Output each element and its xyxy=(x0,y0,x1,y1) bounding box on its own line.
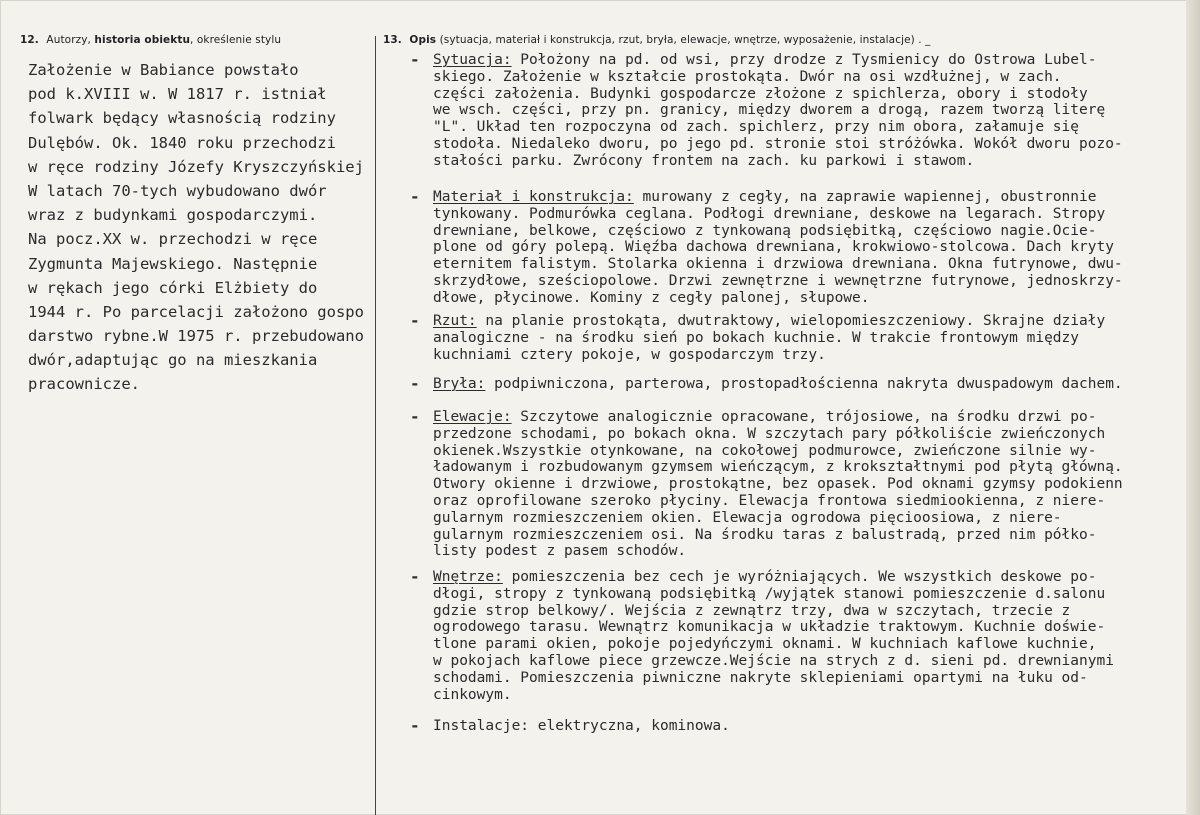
section-line: części założenia. Budynki gospodarcze złożone z spichlerza, obory i stodoły xyxy=(433,85,1088,102)
section-line: dłogi, stropy z tynkowaną podsiębitką /wyjątek stanowi pomieszczenie d.salonu xyxy=(433,585,1106,602)
section-label: Wnętrze: xyxy=(433,569,503,585)
section-line: listy podest z pasem schodów. xyxy=(433,543,687,560)
section-line: stodoła. Niedaleko dworu, po jego pd. stronie stoi stróżówka. Wokół dworu pozo- xyxy=(433,135,1123,152)
section-line: analogiczne - na środku sień po bokach kuchnie. W trakcie frontowym między xyxy=(433,329,1080,346)
history-line: w ręce rodziny Józefy Kryszczyńskiej xyxy=(28,157,364,176)
field-12-label-c: , określenie stylu xyxy=(190,34,282,46)
section-line: schodami. Pomieszczenia piwniczne nakryte sklepieniami opartymi na łuku od- xyxy=(433,669,1088,686)
section-line: oraz oprofilowane szeroko płyciny. Elewacja frontowa siedmiookienna, z niere- xyxy=(433,492,1106,509)
section-rzut xyxy=(410,313,1105,363)
section-line: cinkowym. xyxy=(433,686,512,703)
section-line: ładowanym i rozbudowanym gzymsem wieńczącym, z krokształtnymi pod płytą główną. xyxy=(433,459,1123,476)
section-line: tynkowany. Podmurówka ceglana. Podłogi drewniane, deskowe na legarach. Stropy xyxy=(433,205,1106,222)
section-line: we wsch. części, przy pn. granicy, między dworem a drogą, razem tworzą literę xyxy=(433,102,1106,119)
section-line: gularnym rozmieszczeniem okien. Elewacja ogrodowa pięcioosiowa, z niere- xyxy=(433,509,1062,526)
section-sytuacja xyxy=(410,52,1200,170)
history-text xyxy=(28,58,373,397)
section-line: stałości parku. Zwrócony frontem na zach. ku parkowi i stawom. xyxy=(433,152,975,169)
history-line: Na pocz.XX w. przechodzi w ręce xyxy=(28,230,318,249)
bullet-dash: - xyxy=(410,311,420,330)
bullet-dash: - xyxy=(410,50,420,69)
section-line: w pokojach kaflowe piece grzewcze.Wejście na strych z d. sieni pd. drewnianymi xyxy=(433,652,1114,669)
section-line: gularnym rozmieszczeniem osi. Na środku taras z balustradą, przed nim półko- xyxy=(433,526,1097,543)
section-label: Bryła: xyxy=(433,376,486,392)
history-line: Dulębów. Ok. 1840 roku przechodzi xyxy=(28,133,336,152)
section-label: Elewacje: xyxy=(433,409,512,425)
section-text: Położony na pd. od wsi, przy drodze z Tysmienicy do Ostrowa Lubel- xyxy=(511,52,1097,68)
history-line: darstwo rybne.W 1975 r. przebudowano xyxy=(28,327,364,346)
field-13-label-b: (sytuacja, materiał i konstrukcja, rzut, bryła, elewacje, wnętrze, wyposażenie, instalacje) xyxy=(436,34,915,46)
section-text: na planie prostokąta, dwutraktowy, wielopomieszczeniowy. Skrajne działy xyxy=(476,313,1106,329)
section-elewacje xyxy=(410,409,1123,560)
section-label: Sytuacja: xyxy=(433,52,512,68)
section-label: Rzut: xyxy=(433,313,477,329)
section-line: skrzydłowe, sześciopolowe. Drzwi zewnętrzne i wewnętrzne futrynowe, jednoskrzy- xyxy=(433,272,1123,289)
section-text: podpiwniczona, parterowa, prostopadłościenna nakryta dwuspadowym dachem. xyxy=(485,376,1123,392)
bullet-dash: - xyxy=(410,407,420,426)
field-13-number: 13. xyxy=(383,34,402,46)
section-line: przedzone schodami, po bokach okna. W szczytach pary półkoliście zwieńczonych xyxy=(433,425,1106,442)
history-line: folwark będący własnością rodziny xyxy=(28,109,336,128)
bullet-dash: - xyxy=(410,374,420,393)
bullet-dash: - xyxy=(410,716,420,735)
section-text: murowany z cegły, na zaprawie wapiennej, obustronnie xyxy=(633,189,1097,205)
section-line: Otwory okienne i drzwiowe, prostokątne, bez opasek. Pod oknami gzymsy podokienn xyxy=(433,476,1123,493)
section-wnetrze xyxy=(410,569,1114,703)
section-bryla xyxy=(410,376,1123,393)
field-12-label-a: Autorzy, xyxy=(46,34,95,46)
field-12-number: 12. xyxy=(20,34,39,46)
bullet-dash: - xyxy=(410,567,420,586)
section-text: pomieszczenia bez cech je wyróżniających. We wszystkich deskowe po- xyxy=(502,569,1097,585)
history-line: W latach 70-tych wybudowano dwór xyxy=(28,181,327,200)
section-line: okienek.Wszystkie otynkowane, na cokołowej podmurowce, zwieńczone silnie wy- xyxy=(433,442,1097,459)
history-line: Zygmunta Majewskiego. Następnie xyxy=(28,254,318,273)
field-13-label-c: . _ xyxy=(914,34,931,46)
section-line: gdzie strop belkowy/. Wejścia z zewnątrz trzy, dwa w szczytach, trzecie z xyxy=(433,602,1071,619)
section-line: eternitem falistym. Stolarka okienna i drzwiowa drewniana. Okna futrynowe, dwu- xyxy=(433,256,1123,273)
section-line: tlone parami okien, pokoje pojedyńczymi oknami. W kuchniach kaflowe kuchnie, xyxy=(433,636,1097,653)
section-line: skiego. Założenie w kształcie prostokąta. Dwór na osi wzdłużnej, w zach. xyxy=(433,68,1062,85)
description-text xyxy=(410,50,1200,735)
field-12-header xyxy=(20,34,281,46)
field-13-header xyxy=(383,34,931,46)
bullet-dash: - xyxy=(410,187,420,206)
section-line: drewniane, belkowe, częściowo z tynkowaną podsiębitką, częściowo nagie.Ocie- xyxy=(433,222,1097,239)
section-material xyxy=(410,189,1123,307)
column-divider xyxy=(375,36,376,815)
section-line: kuchniami cztery pokoje, w gospodarczym trzy. xyxy=(433,346,826,363)
history-line: dwór,adaptując go na mieszkania xyxy=(28,351,318,370)
section-text: Instalacje: elektryczna, kominowa. xyxy=(433,718,730,734)
history-line: Założenie w Babiance powstało xyxy=(28,61,299,79)
history-line: pracownicze. xyxy=(28,375,140,394)
section-line: ogrodowego tarasu. Wewnątrz komunikacja w układzie traktowym. Kuchnie doświe- xyxy=(433,619,1106,636)
field-13-label-a: Opis xyxy=(409,34,437,46)
history-line: w rękach jego córki Elżbiety do xyxy=(28,278,318,297)
section-line: plone od góry polepą. Więźba dachowa drewniana, krokwiowo-stolcowa. Dach kryty xyxy=(433,239,1114,256)
section-line: dłowe, płycinowe. Kominy z cegły palonej, słupowe. xyxy=(433,289,870,306)
section-instalacje xyxy=(410,718,730,735)
section-line: "L". Układ ten rozpoczyna od zach. spichlerz, przy nim obora, załamuje się xyxy=(433,119,1080,136)
history-line: wraz z budynkami gospodarczymi. xyxy=(28,206,318,225)
field-12-label-b: historia obiektu xyxy=(94,34,191,46)
section-label: Materiał i konstrukcja: xyxy=(433,189,634,205)
section-text: Szczytowe analogicznie opracowane, trójosiowe, na środku drzwi po- xyxy=(511,409,1097,425)
history-line: 1944 r. Po parcelacji założono gospo xyxy=(28,302,364,321)
history-line: pod k.XVIII w. W 1817 r. istniał xyxy=(28,85,327,104)
